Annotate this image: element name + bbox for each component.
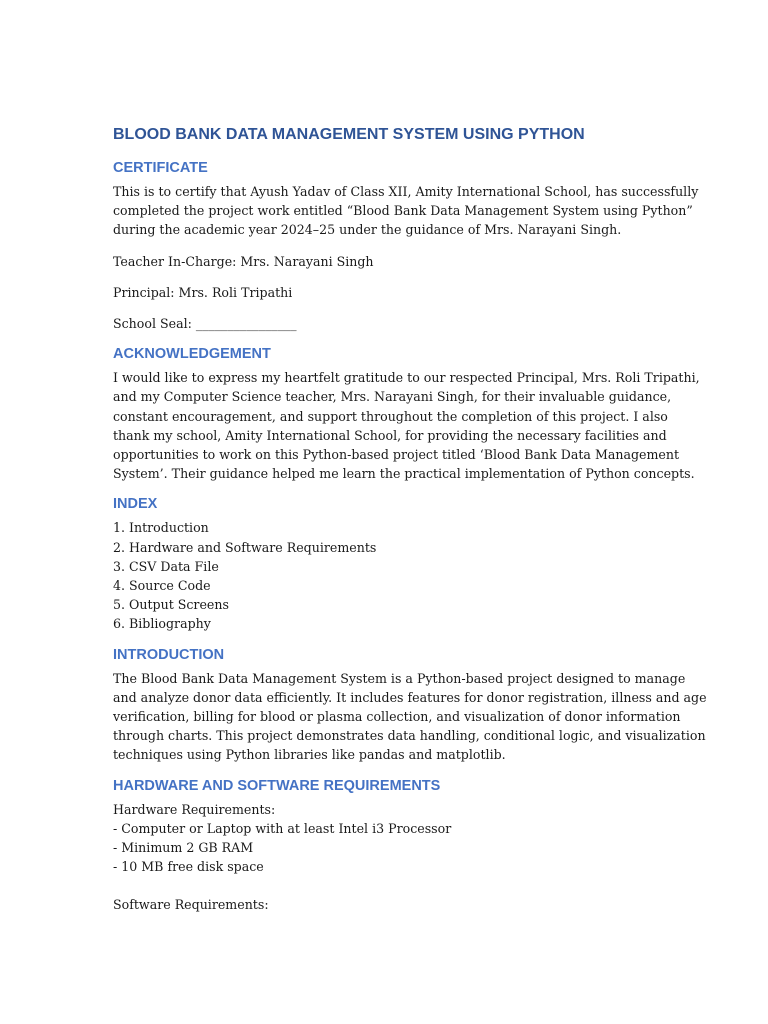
index-item: 6. Bibliography	[113, 616, 211, 632]
text-line: System’. Their guidance helped me learn the practical implementation of Python concepts.	[113, 466, 695, 482]
index-item: 5. Output Screens	[113, 597, 229, 613]
hardware-item: - Minimum 2 GB RAM	[113, 840, 254, 856]
software-requirements-label: Software Requirements:	[113, 897, 269, 913]
document-title: BLOOD BANK DATA MANAGEMENT SYSTEM USING PYTHON	[113, 126, 585, 143]
text-line: This is to certify that Ayush Yadav of Class XII, Amity International School, has successfully	[113, 184, 699, 199]
school-seal-line: School Seal: ________________	[113, 316, 297, 332]
text-line: during the academic year 2024–25 under the guidance of Mrs. Narayani Singh.	[113, 222, 622, 238]
text-line: and analyze donor data efficiently. It includes features for donor registration, illness and age	[113, 689, 707, 705]
text-line: constant encouragement, and support throughout the completion of this project. I also	[113, 408, 668, 424]
text-line: I would like to express my heartfelt gratitude to our respected Principal, Mrs. Roli Tripathi,	[113, 370, 700, 386]
hardware-item: - 10 MB free disk space	[113, 859, 264, 875]
text-line: completed the project work entitled “Blood Bank Data Management System using Python”	[113, 203, 693, 219]
introduction-heading: INTRODUCTION	[113, 646, 225, 663]
text-line: techniques using Python libraries like pandas and matplotlib.	[113, 747, 506, 763]
teacher-in-charge: Teacher In-Charge: Mrs. Narayani Singh	[113, 253, 374, 269]
acknowledgement-heading: ACKNOWLEDGEMENT	[113, 346, 271, 363]
text-line: and my Computer Science teacher, Mrs. Narayani Singh, for their invaluable guidance,	[113, 389, 672, 405]
hardware-label: Hardware Requirements:	[113, 801, 276, 817]
index-item: 2. Hardware and Software Requirements	[113, 539, 377, 555]
text-line: thank my school, Amity International School, for providing the necessary facilities and	[113, 427, 667, 443]
index-item: 4. Source Code	[113, 578, 211, 594]
principal-line: Principal: Mrs. Roli Tripathi	[113, 284, 293, 300]
requirements-heading: HARDWARE AND SOFTWARE REQUIREMENTS	[113, 777, 441, 794]
certificate-heading: CERTIFICATE	[113, 160, 208, 176]
certificate-paragraph	[113, 182, 699, 240]
index-item: 3. CSV Data File	[113, 558, 219, 574]
text-line: through charts. This project demonstrates data handling, conditional logic, and visualization	[113, 728, 706, 744]
index-item: 1. Introduction	[113, 520, 209, 536]
hardware-requirements	[113, 800, 673, 877]
index-heading: INDEX	[113, 496, 158, 513]
text-line: opportunities to work on this Python-based project titled ‘Blood Bank Data Management	[113, 447, 680, 463]
introduction-paragraph	[113, 669, 707, 765]
index-list	[113, 518, 673, 633]
text-line: verification, billing for blood or plasma collection, and visualization of donor information	[113, 709, 681, 725]
text-line: The Blood Bank Data Management System is a Python-based project designed to manage	[113, 670, 686, 686]
document-body	[113, 124, 707, 927]
hardware-item: - Computer or Laptop with at least Intel i3 Processor	[113, 820, 452, 836]
acknowledgement-paragraph	[113, 368, 700, 483]
